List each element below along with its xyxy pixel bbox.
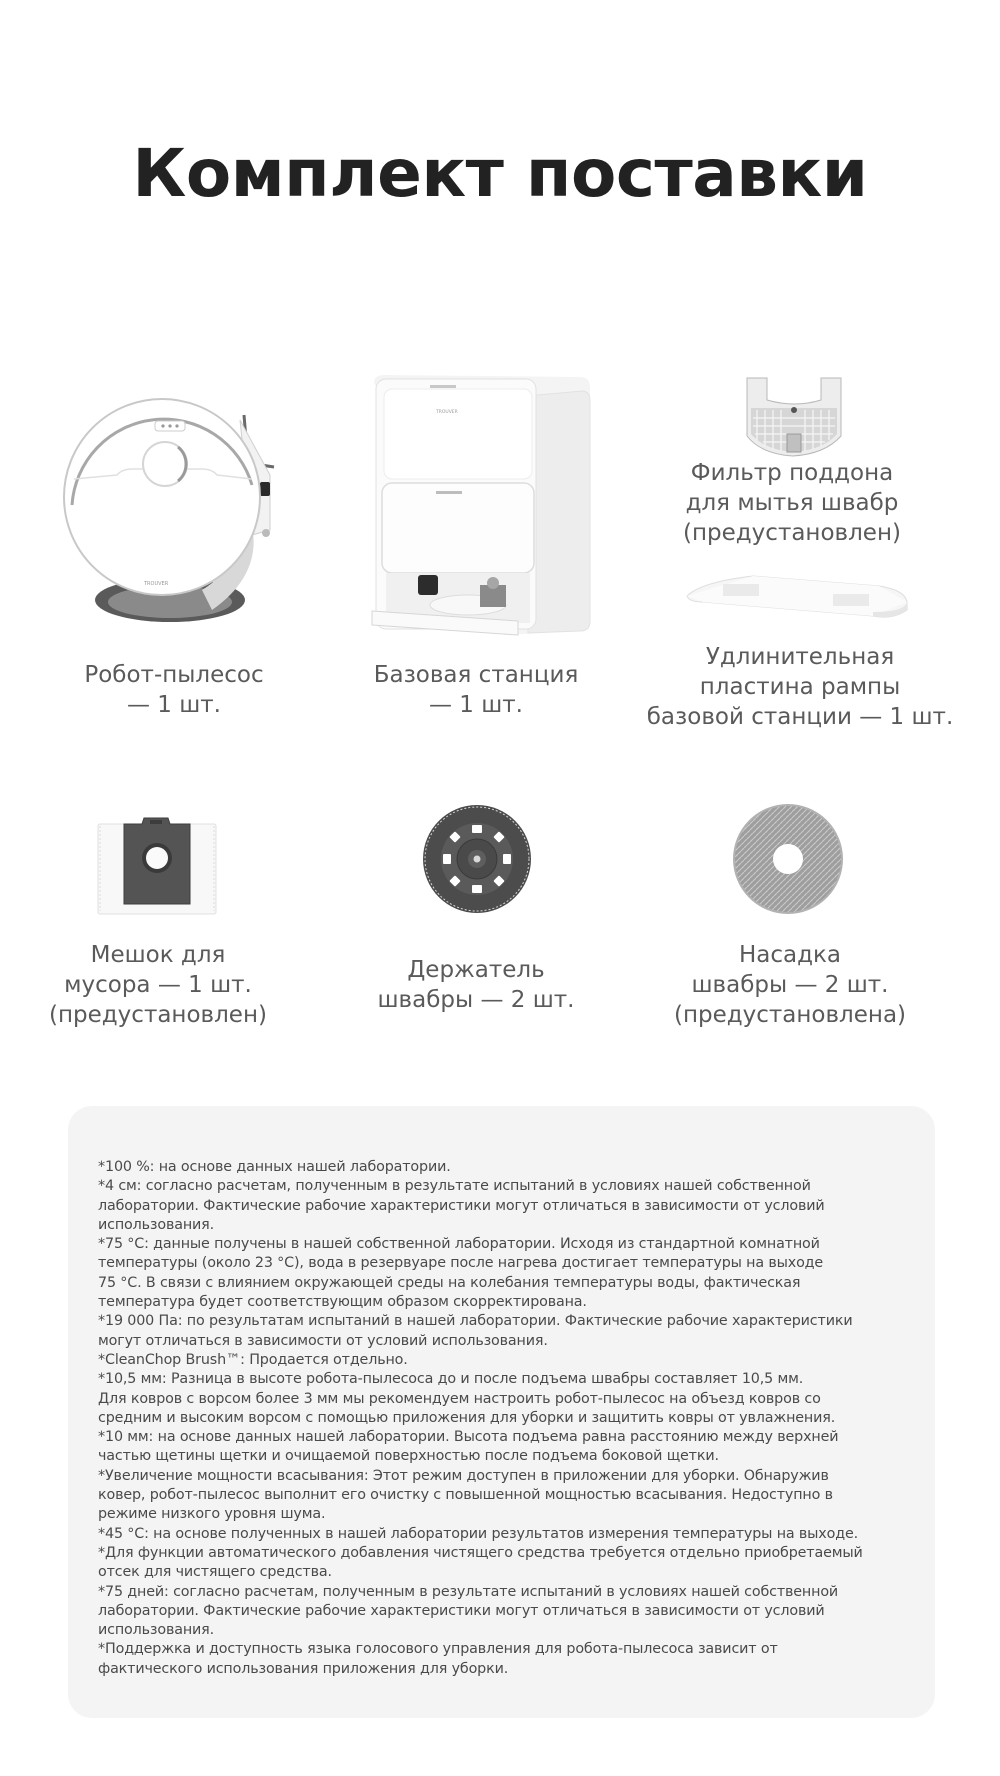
item-caption-mop-pad bbox=[674, 940, 906, 1030]
caption-line: Базовая станция bbox=[373, 662, 579, 688]
robot-vacuum-icon bbox=[62, 385, 282, 630]
caption-line: для мытья швабр bbox=[685, 490, 899, 516]
caption-line: — 1 шт. bbox=[126, 692, 221, 718]
caption-line: Насадка bbox=[738, 942, 842, 968]
ramp-plate-icon bbox=[683, 572, 911, 622]
footnote-line: средним и высоким ворсом с помощью приложения для уборки и защитить ковры от увлажнения. bbox=[98, 1409, 836, 1426]
footnote-line: *Для функции автоматического добавления чистящего средства требуется отдельно приобретаемый bbox=[98, 1544, 863, 1561]
footnote-line: частью щетины щетки и очищаемой поверхностью после подъема боковой щетки. bbox=[98, 1448, 719, 1465]
footnote-line: *CleanChop Brush™: Продается отдельно. bbox=[98, 1351, 408, 1368]
caption-line: Удлинительная bbox=[705, 644, 895, 670]
footnote-line: *4 см: согласно расчетам, полученным в результате испытаний в условиях нашей собственной bbox=[98, 1178, 811, 1195]
item-caption-robot-vacuum bbox=[84, 660, 263, 720]
footnote-line: фактического использования приложения для уборки. bbox=[98, 1660, 509, 1677]
footnotes-panel bbox=[68, 1106, 935, 1718]
footnote-line: *Поддержка и доступность языка голосового управления для робота-пылесоса зависит от bbox=[98, 1641, 778, 1658]
footnote-line: *75 дней: согласно расчетам, полученным в результате испытаний в условиях нашей собственной bbox=[98, 1583, 839, 1600]
item-caption-ramp-plate bbox=[647, 642, 954, 732]
footnote-line: режиме низкого уровня шума. bbox=[98, 1506, 326, 1523]
tray-filter-icon bbox=[745, 374, 843, 458]
footnote-line: лаборатории. Фактические рабочие характеристики могут отличаться в зависимости от условий bbox=[98, 1197, 825, 1214]
footnotes-text bbox=[98, 1158, 928, 1679]
footnote-line: ковер, робот-пылесос выполнит его очистку с повышенной мощностью всасывания. Недоступно в bbox=[98, 1487, 833, 1504]
caption-line: — 1 шт. bbox=[428, 692, 523, 718]
caption-line: (предустановлена) bbox=[673, 1002, 907, 1028]
footnote-line: Для ковров с ворсом более 3 мм мы рекомендуем настроить робот-пылесос на объезд ковров со bbox=[98, 1390, 821, 1407]
footnote-line: температура будет соответствующим образом скорректирована. bbox=[98, 1294, 587, 1311]
footnote-line: 75 °C. В связи с влиянием окружающей среды на колебания температуры воды, фактическая bbox=[98, 1274, 801, 1291]
caption-line: Фильтр поддона bbox=[690, 460, 894, 486]
footnote-line: использования. bbox=[98, 1216, 215, 1233]
caption-line: (предустановлен) bbox=[683, 520, 901, 546]
svg-text:TROUVER: TROUVER bbox=[436, 410, 458, 415]
footnote-line: *Увеличение мощности всасывания: Этот режим доступен в приложении для уборки. Обнаружив bbox=[98, 1467, 829, 1484]
item-caption-base-station bbox=[374, 660, 579, 720]
caption-line: (предустановлен) bbox=[49, 1002, 267, 1028]
footnote-line: температуры (около 23 °C), вода в резервуаре после нагрева достигает температуры на выходе bbox=[98, 1255, 824, 1272]
footnote-line: могут отличаться в зависимости от условий использования. bbox=[98, 1332, 548, 1349]
footnote-line: использования. bbox=[98, 1622, 215, 1639]
footnote-line: отсек для чистящего средства. bbox=[98, 1564, 332, 1581]
item-caption-mop-holder bbox=[378, 955, 575, 1015]
brand-logo-text: TROUVER bbox=[144, 581, 169, 587]
caption-line: пластина рампы bbox=[699, 674, 901, 700]
caption-line: Мешок для bbox=[90, 942, 226, 968]
caption-line: Держатель bbox=[407, 957, 545, 983]
base-station-icon bbox=[368, 373, 594, 637]
footnote-line: *100 %: на основе данных нашей лаборатории. bbox=[98, 1159, 451, 1175]
item-caption-dust-bag bbox=[49, 940, 267, 1030]
footnote-line: лаборатории. Фактические рабочие характеристики могут отличаться в зависимости от условий bbox=[98, 1602, 825, 1619]
footnote-line: *10 мм: на основе данных нашей лаборатории. Высота подъема равна расстоянию между верхней bbox=[98, 1429, 839, 1446]
item-caption-tray-filter bbox=[683, 458, 901, 548]
footnote-line: *45 °C: на основе полученных в нашей лаборатории результатов измерения температуры на выходе. bbox=[98, 1525, 858, 1542]
caption-line: швабры — 2 шт. bbox=[377, 987, 575, 1013]
caption-line: Робот-пылесос bbox=[84, 662, 264, 688]
caption-line: мусора — 1 шт. bbox=[64, 972, 252, 998]
mop-pad-icon bbox=[732, 803, 844, 915]
footnote-line: *75 °C: данные получены в нашей собственной лаборатории. Исходя из стандартной комнатной bbox=[98, 1236, 820, 1253]
dust-bag-icon bbox=[96, 816, 220, 916]
page-title: Комплект поставки bbox=[132, 135, 868, 212]
footnote-line: *19 000 Па: по результатам испытаний в нашей лаборатории. Фактические рабочие характеристики bbox=[98, 1313, 853, 1330]
footnote-line: *10,5 мм: Разница в высоте робота-пылесоса до и после подъема швабры составляет 10,5 мм. bbox=[98, 1371, 804, 1388]
mop-holder-icon bbox=[421, 803, 533, 915]
caption-line: швабры — 2 шт. bbox=[691, 972, 889, 998]
caption-line: базовой станции — 1 шт. bbox=[646, 704, 954, 730]
